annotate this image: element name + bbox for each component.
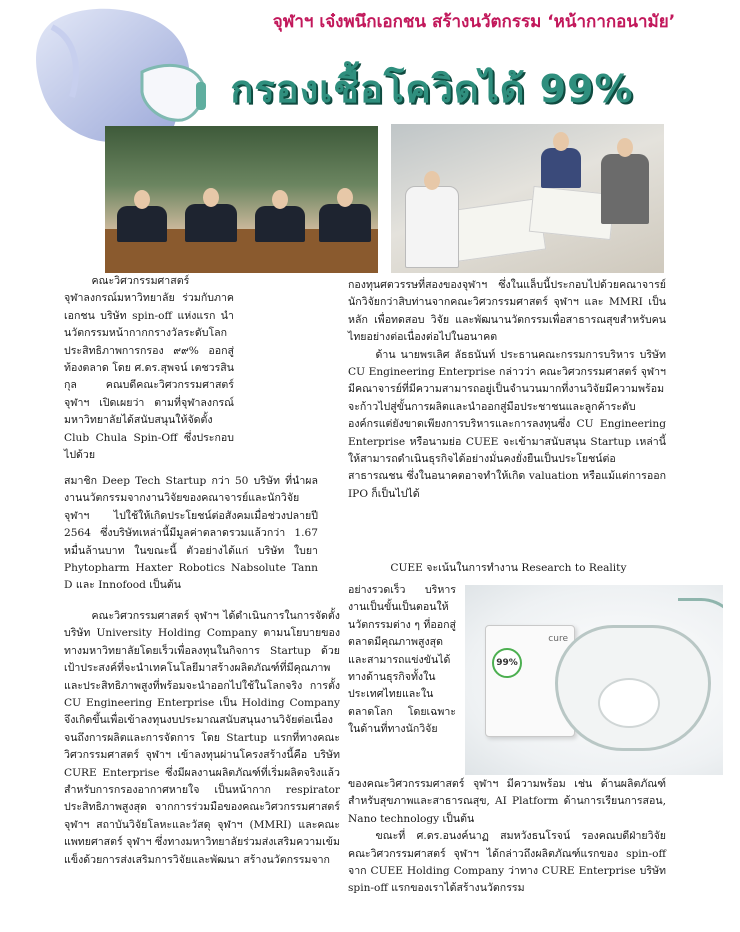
filtration-badge: 99% (492, 648, 522, 678)
article-paragraph: ขณะที่ ศ.ดร.อนงค์นาฏ สมหวังธนโรจน์ รองคณบดีฝ่ายวิจัย คณะวิศวกรรมศาสตร์ จุฬาฯ ได้กล่าวถึงผลิตภัณฑ์แรกของ spin-off จาก CUEE Holding Company ว่าทาง CURE Enterprise บริษัท spin-off แรกของเราได้สร้างนวัตกรรม (348, 830, 666, 895)
article-body-column (348, 277, 666, 555)
article-headline: กรองเชื้อโควิดได้ 99% (230, 67, 634, 111)
mask-filter (598, 678, 660, 728)
article-paragraph: ของคณะวิศวกรรมศาสตร์ จุฬาฯ มีความพร้อม เช่น ด้านผลิตภัณฑ์สำหรับสุขภาพและสาธารณสุข, AI Platform ด้านการเรียนการสอน, Nano technology เป็นต้น (348, 778, 666, 825)
article-paragraph: คณะวิศวกรรมศาสตร์ จุฬาลงกรณ์มหาวิทยาลัย ร่วมกับภาคเอกชน บริษัท spin-off แห่งแรก นำนวัตกรรมหน้ากากกรางวัลระดับโลกประสิทธิภาพการกรอง ๙๙% ออกสู่ท้องตลาด โดย ศ.ดร.สุพจน์ เตชวรสินกุล คณบดีคณะวิศวกรรมศาสตร์ จุฬาฯ เปิดเผยว่า ตามที่จุฬาลงกรณ์มหาวิทยาลัยได้สนับสนุนให้จัดตั้ง Club Chula Spin-Off ซึ่งประกอบไปด้วย (64, 275, 234, 462)
person-figure (255, 206, 305, 242)
respirator-mask (555, 625, 711, 751)
article-body-column (348, 776, 666, 924)
article-body-column (64, 473, 318, 608)
article-body-column (64, 273, 234, 473)
press-conference-photo (105, 126, 378, 273)
mask-strap (678, 598, 723, 671)
person-figure (601, 154, 649, 224)
team-meeting-photo (391, 124, 664, 273)
article-paragraph: สมาชิก Deep Tech Startup กว่า 50 บริษัท ที่นำผลงานนวัตกรรมจากงานวิจัยของคณาจารย์และนักวิจัยจุฬาฯ ไปใช้ให้เกิดประโยชน์ต่อสังคมเมื่อช่วงปลายปี 2564 ซึ่งบริษัทเหล่านี้มีมูลค่าตลาดรวมแล้วกว่า 1.67 หมื่นล้านบาท ในขณะนี้ ตัวอย่างได้แก่ บริษัท ใบยา Phytopharm Haxter Robotics Nabsolute Tann D และ Innofood เป็นต้น (64, 475, 318, 592)
person-figure (185, 204, 237, 242)
article-body-column (348, 582, 456, 774)
article-paragraph: กองทุนศตวรรษที่สองของจุฬาฯ ซึ่งในแล็บนี้ประกอบไปด้วยคณาจารย์นักวิจัยกว่าสิบท่านจากคณะวิศวกรรมศาสตร์ จุฬาฯ และ MMRI เป็นหลัก เพื่อทดสอบ วิจัย และพัฒนานวัตกรรมเพื่อสาธารณสุขสำหรับคนไทยอย่างต่อเนื่องต่อไปในอนาคต (348, 279, 666, 344)
product-brand: cure (548, 634, 568, 644)
mask-product-photo (465, 585, 723, 775)
article-body-column (348, 560, 666, 582)
article-paragraph: คณะวิศวกรรมศาสตร์ จุฬาฯ ได้ดำเนินการในการจัดตั้งบริษัท University Holding Company ตามนโยบายของทางมหาวิทยาลัยโดยเร็วเพื่อลงทุนในกิจการ Startup ด้วยเป้าประสงค์ที่จะนำเทคโนโลยีมาสร้างผลิตภัณฑ์ที่มีคุณภาพและประสิทธิภาพสูงที่พร้อมจะนำออกไปใช้ในโลกจริง การตั้ง CU Engineering Enterprise เป็น Holding Company จึงเกิดขึ้นเพื่อเข้าลงทุนงบประมาณสนับสนุนงานวิจัยต่อเนื่องจนถึงการผลิตและการจัดการ โดย Startup แรกที่ทางคณะวิศวกรรมศาสตร์ จุฬาฯ เข้าลงทุนผ่านโครงสร้างนี้คือ บริษัท CURE Enterprise ซึ่งมีผลงานผลิตภัณฑ์ที่เริ่มผลิตจริงแล้วสำหรับการกรองอากาศหายใจ เป็นหน้ากาก respirator ประสิทธิภาพสูงสุด จากการร่วมมือของคณะวิศวกรรมศาสตร์ จุฬาฯ สถาบันวิจัยโลหะและวัสดุ จุฬาฯ (MMRI) และคณะแพทยศาสตร์ จุฬาฯ ซึ่งทางมหาวิทยาลัยร่วมส่งเสริมความเข้มแข็งด้วยการส่งเสริมการวิจัยและพัฒนา สร้างนวัตกรรมจาก (64, 610, 340, 866)
article-paragraph: CUEE จะเน้นในการทำงาน Research to Reality (390, 562, 627, 574)
article-paragraph: อย่างรวดเร็ว บริหารงานเป็นขั้นเป็นตอนให้นวัตกรรมต่าง ๆ ที่ออกสู่ตลาดมีคุณภาพสูงสุดและสามารถแข่งขันได้ทางด้านธุรกิจทั้งในประเทศไทยและในตลาดโลก โดยเฉพาะในด้านที่ทางนักวิจัย (348, 584, 456, 736)
article-paragraph: ด้าน นายพรเลิศ ลัธธนันท์ ประธานคณะกรรมการบริหาร บริษัท CU Engineering Enterprise กล่าวว่า คณะวิศวกรรมศาสตร์ จุฬาฯ มีคณาจารย์ที่มีความสามารถอยู่เป็นจำนวนมากที่งานวิจัยมีความพร้อมจะก้าวไปสู่ขั้นการผลิตและนำออกสู่มือประชาชนและลูกค้าระดับองค์กรแต่ยังขาดเพียงการบริหารและการลงทุนซึ่ง CU Engineering Enterprise หรือนามย่อ CUEE จะเข้ามาสนับสนุน Startup เหล่านี้ให้สามารถดำเนินธุรกิจได้อย่างมั่นคงยั่งยืนเป็นประโยชน์ต่อสาธารณชน ซึ่งในอนาคตอาจทำให้เกิด valuation หรือแม้แต่การออก IPO ก็เป็นไปได้ (348, 348, 666, 500)
article-body-column (64, 608, 340, 923)
person-figure (319, 204, 371, 242)
person-figure (405, 186, 459, 268)
person-figure (117, 206, 167, 242)
person-figure (541, 148, 581, 188)
article-subheadline: จุฬาฯ เจ๋งพนึกเอกชน สร้างนวัตกรรม ‘หน้ากากอนามัย’ (272, 12, 676, 32)
